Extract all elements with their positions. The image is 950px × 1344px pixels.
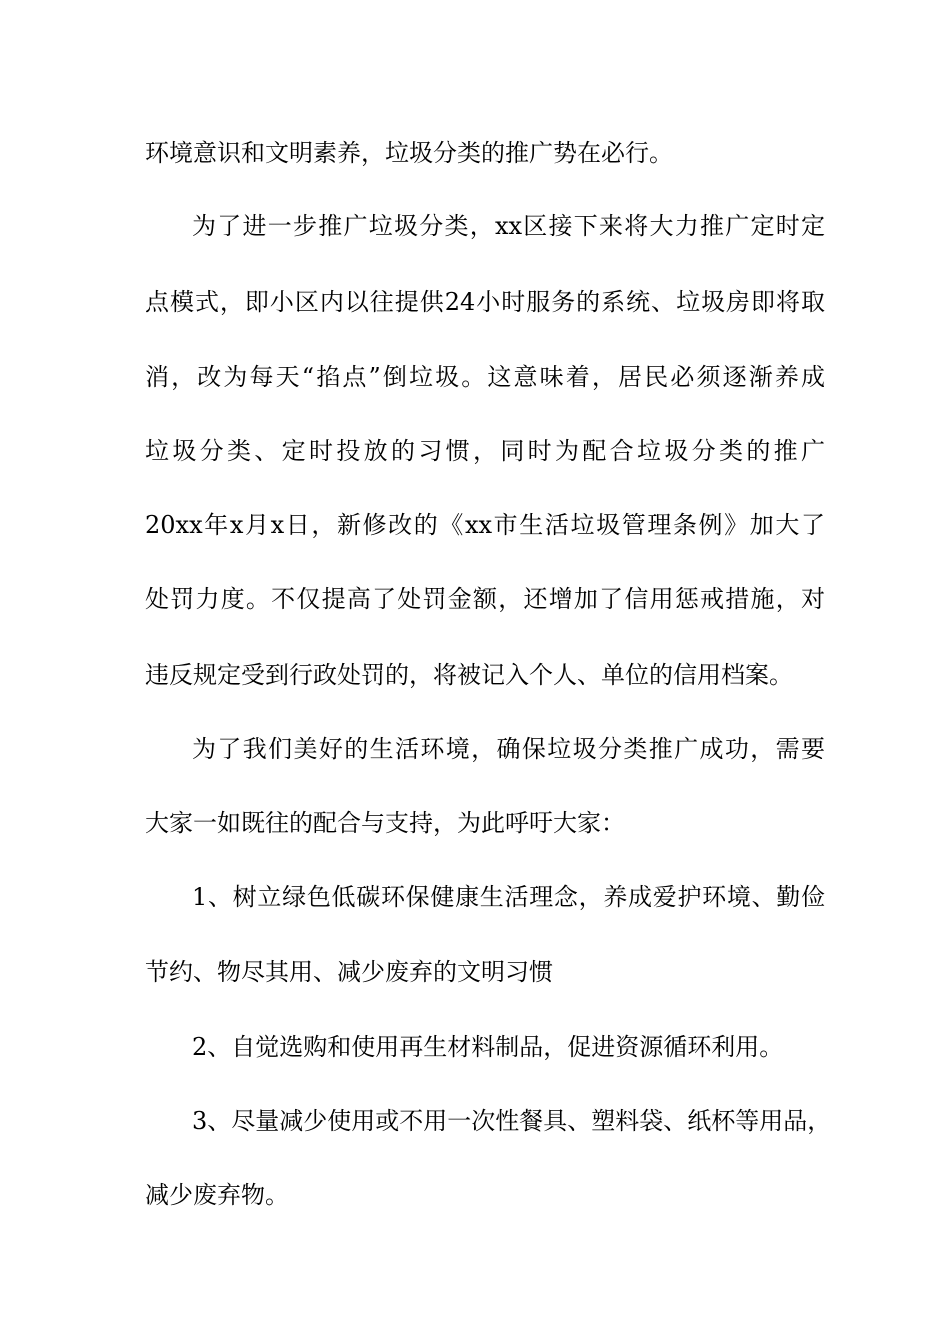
paragraph-line: 为了进一步推广垃圾分类，xx区接下来将大力推广定时定 [192,212,825,240]
list-item-line: 2、自觉选购和使用再生材料制品，促进资源循环利用。 [192,1033,784,1061]
paragraph-line: 违反规定受到行政处罚的，将被记入个人、单位的信用档案。 [145,661,793,689]
list-item-line: 3、尽量减少使用或不用一次性餐具、塑料袋、纸杯等用品， [192,1107,832,1135]
paragraph-line: 消，改为每天“掐点”倒垃圾。这意味着，居民必须逐渐养成 [145,363,825,391]
list-item-line: 节约、物尽其用、减少废弃的文明习惯 [145,958,553,986]
list-item-line: 1、树立绿色低碳环保健康生活理念，养成爱护环境、勤俭 [192,883,825,911]
paragraph-line: 点模式，即小区内以往提供24小时服务的系统、垃圾房即将取 [145,288,825,316]
paragraph-line: 20xx年x月x日，新修改的《xx市生活垃圾管理条例》加大了 [145,511,825,539]
list-item-line: 减少废弃物。 [145,1181,289,1209]
paragraph-line: 处罚力度。不仅提高了处罚金额，还增加了信用惩戒措施，对 [145,585,825,613]
paragraph-line: 垃圾分类、定时投放的习惯，同时为配合垃圾分类的推广 [145,437,825,465]
paragraph-line: 环境意识和文明素养，垃圾分类的推广势在必行。 [145,139,673,167]
paragraph-line: 大家一如既往的配合与支持，为此呼吁大家： [145,809,625,837]
paragraph-line: 为了我们美好的生活环境，确保垃圾分类推广成功，需要 [192,735,825,763]
